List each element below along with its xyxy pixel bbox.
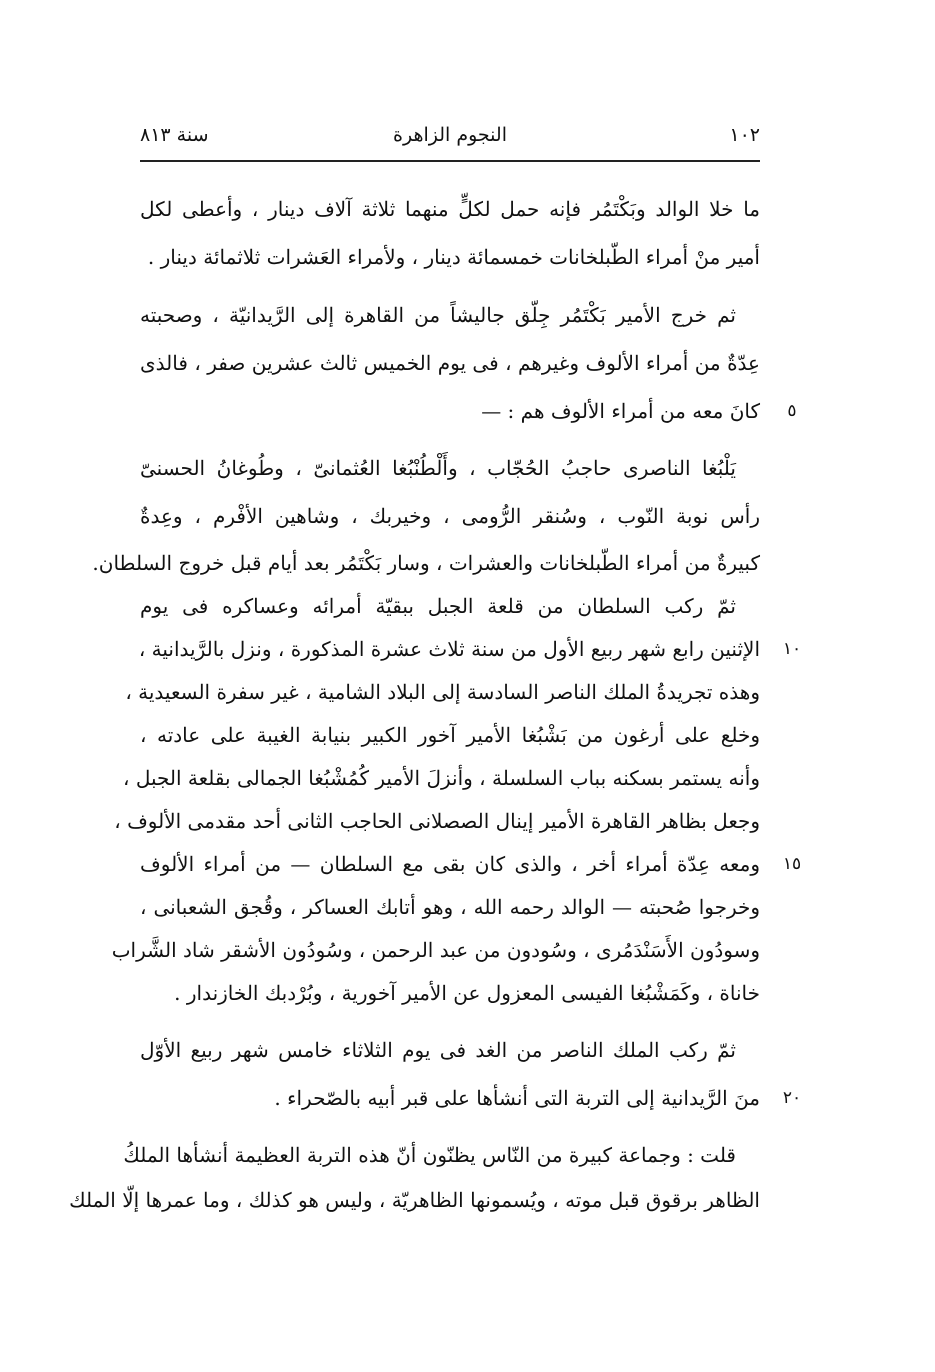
text-line: وهذه تجريدةُ الملك الناصر السادسة إلى البلاد الشامية ، غير سفرة السعيدية ، — [125, 680, 760, 704]
text-line: ما خلا الوالد وبَكْتَمُر فإنه حمل لكلٍّ منهما ثلاثة آلاف دينار ، وأعطى لكل — [140, 197, 760, 221]
text-line: الإثنين رابع شهر ربيع الأول من سنة ثلاث عشرة المذكورة ، ونزل بالرَّيدانية ، — [138, 637, 760, 661]
header-divider — [140, 160, 760, 162]
margin-line-number: ١٥ — [782, 854, 802, 874]
text-line: وأنه يستمر بسكنه بباب السلسلة ، وأنزلَ الأمير كُمُشْبُغا الجمالى بقلعة الجبل ، — [123, 766, 760, 790]
text-line: ثمّ ركب السلطان من قلعة الجبل ببقيّة أمرائه وعساكره فى يوم — [140, 594, 736, 618]
text-line: ثم خرج الأمير بَكْتَمُر جِلّق جاليشاً من القاهرة إلى الرَّيدانيّة ، وصحبته — [140, 303, 736, 327]
text-line: ثمّ ركب الملك الناصر من الغد فى يوم الثلاثاء خامس شهر ربيع الأوّل — [140, 1038, 736, 1062]
text-line: كبيرةٌ من أمراء الطّبلخانات والعشرات ، وسار بَكْتَمُر بعد أيام قبل خروج السلطان. — [92, 551, 760, 575]
text-line: خاناة ، وكَمَشْبُغا الفيسى المعزول عن الأمير آخورية ، وبُرْدبك الخازندار . — [174, 981, 760, 1005]
year-label: سنة ٨١٣ — [140, 124, 209, 146]
book-title: النجوم الزاهرة — [393, 124, 507, 146]
text-line: منَ الرَّيدانية إلى التربة التى أنشأها على قبر أبيه بالصّحراء . — [274, 1086, 760, 1110]
running-header — [140, 124, 760, 156]
text-line: كانَ معه من أمراء الألوف هم : — — [481, 399, 760, 423]
text-line: ومعه عِدّة أمراء أخر ، والذى كان بقى مع السلطان — من أمراء الألوف — [140, 852, 760, 876]
margin-line-number: ٥ — [787, 401, 797, 421]
page-number: ١٠٢ — [729, 124, 760, 146]
text-line: أمير منْ أمراء الطّبلخانات خمسمائة دينار ، ولأمراء العَشرات ثلاثمائة دينار . — [147, 245, 760, 269]
text-line: وخلع على أرغون من بَشْبُغا الأمير آخور الكبير بنيابة الغيبة على عادته ، — [140, 723, 760, 747]
margin-line-number: ٢٠ — [782, 1088, 802, 1108]
text-line: يَلْبُغا الناصرى حاجبُ الحُجّاب ، وأَلْطُنْبُغا العُثمانىّ ، وطُوغانُ الحسنىّ — [140, 456, 736, 480]
text-line: وخرجوا صُحبته — الوالد رحمه الله ، وهو أتابك العساكر ، وقُجق الشعبانى ، — [140, 895, 761, 919]
text-line: قلت : وجماعة كبيرة من النّاس يظنّون أنّ هذه التربة العظيمة أنشأها الملكُ — [123, 1143, 736, 1167]
text-line: الظاهر برقوق قبل موته ، ويُسمونها الظاهريّة ، وليس هو كذلك ، وما عمرها إلّا الملك — [69, 1188, 760, 1212]
text-line: عِدّةٌ من أمراء الألوف وغيرهم ، فى يوم الخميس ثالث عشرين صفر ، فالذى — [140, 351, 760, 375]
text-line: وسودُون الأَسَنْدَمُرى ، وسُودون من عبد الرحمن ، وسُودُون الأشقر شاد الشَّراب — [111, 938, 760, 962]
text-line: وجعل بظاهر القاهرة الأمير إينال الصصلانى الحاجب الثانى أحد مقدمى الألوف ، — [114, 809, 760, 833]
text-line: رأس نوبة النّوب ، وسُنقر الرُّومى ، وخيربك ، وشاهين الأفْرم ، وعِدةٌ — [140, 504, 760, 528]
margin-line-number: ١٠ — [782, 639, 802, 659]
